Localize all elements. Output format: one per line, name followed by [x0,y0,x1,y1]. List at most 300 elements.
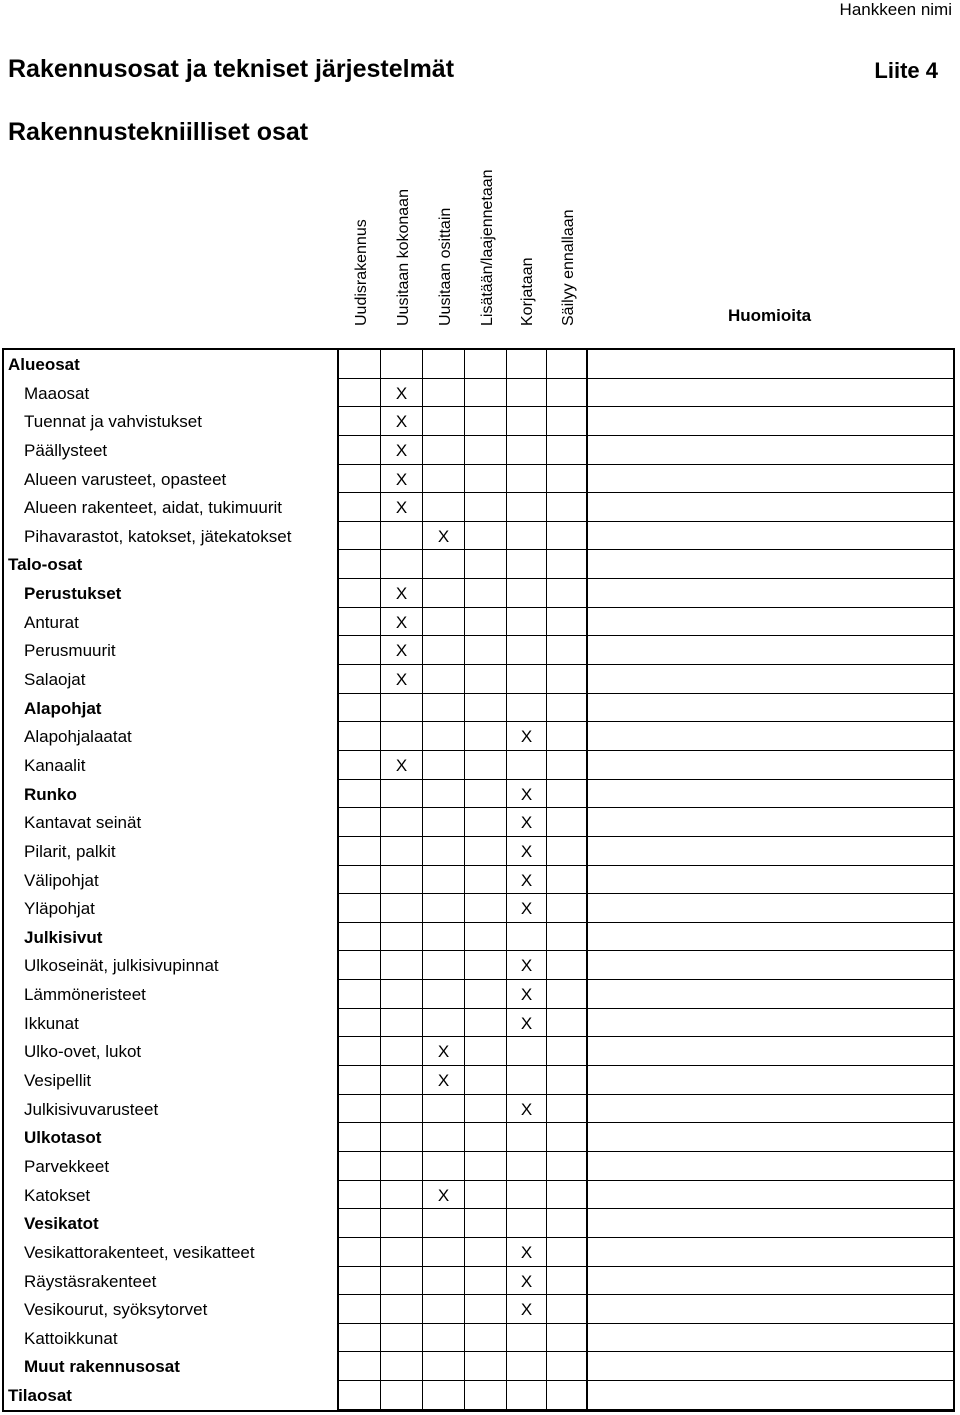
check-cell [339,1181,381,1210]
check-cell [381,951,423,980]
table-row [4,407,953,436]
table-row [4,923,953,952]
check-cell [547,1352,587,1381]
check-cell [423,866,465,895]
check-cell [423,923,465,952]
check-cell [381,1209,423,1238]
row-label: Alapohjat [4,694,339,723]
check-cell [507,436,547,465]
column-header-notes: Huomioita [728,306,812,325]
check-cell [547,1037,587,1066]
check-cell [381,1123,423,1152]
check-cell [381,350,423,379]
check-cell [339,1095,381,1124]
check-cell [465,837,507,866]
table-row [4,1152,953,1181]
check-cell [339,1009,381,1038]
table-row [4,808,953,837]
check-cell [339,1037,381,1066]
table-row [4,550,953,579]
check-cell [381,1295,423,1324]
notes-cell [587,1267,953,1296]
check-cell [547,894,587,923]
check-cell [465,1181,507,1210]
check-cell [339,1295,381,1324]
table-row [4,1381,953,1410]
check-cell [547,1095,587,1124]
check-cell [381,837,423,866]
check-cell: X [381,379,423,408]
check-cell [507,1152,547,1181]
row-label: Julkisivut [4,923,339,952]
check-cell [339,1381,381,1410]
check-cell [507,636,547,665]
check-cell [465,436,507,465]
check-cell [465,923,507,952]
row-label: Alueen rakenteet, aidat, tukimuurit [4,493,339,522]
check-cell [547,694,587,723]
check-cell [547,1295,587,1324]
notes-cell [587,894,953,923]
row-label: Vesikattorakenteet, vesikatteet [4,1238,339,1267]
check-cell [381,1095,423,1124]
check-cell [423,1123,465,1152]
table-row [4,1009,953,1038]
check-cell [339,894,381,923]
appendix-label: Liite 4 [874,58,938,83]
table-row [4,751,953,780]
check-cell [547,493,587,522]
check-cell [507,550,547,579]
project-name: Hankkeen nimi [839,0,952,19]
check-cell [339,608,381,637]
table-row [4,350,953,379]
check-cell [507,522,547,551]
check-cell [547,722,587,751]
check-cell [547,951,587,980]
row-label: Perusmuurit [4,636,339,665]
table-row [4,1066,953,1095]
check-cell [423,493,465,522]
notes-cell [587,493,953,522]
check-cell [423,379,465,408]
check-cell [339,1324,381,1353]
check-cell [547,923,587,952]
check-cell [381,1066,423,1095]
check-cell [507,350,547,379]
table-row [4,894,953,923]
notes-cell [587,550,953,579]
notes-cell [587,379,953,408]
row-label: Runko [4,780,339,809]
check-cell [465,636,507,665]
check-cell [423,1324,465,1353]
check-cell [465,751,507,780]
check-cell [465,808,507,837]
table-row [4,465,953,494]
check-cell [465,1209,507,1238]
check-cell [423,608,465,637]
table-row [4,1238,953,1267]
check-cell [381,1037,423,1066]
check-cell [381,808,423,837]
check-cell [339,1352,381,1381]
check-cell [339,1123,381,1152]
check-cell [423,407,465,436]
check-cell [507,1066,547,1095]
check-cell [381,522,423,551]
notes-cell [587,436,953,465]
check-cell [339,951,381,980]
notes-cell [587,1381,953,1410]
notes-cell [587,1123,953,1152]
table-row [4,980,953,1009]
check-cell: X [381,636,423,665]
row-label: Alueosat [4,350,339,379]
check-cell [465,550,507,579]
check-cell: X [381,608,423,637]
check-cell [423,1238,465,1267]
check-cell [465,1295,507,1324]
check-cell [507,751,547,780]
check-cell: X [381,493,423,522]
check-cell [339,350,381,379]
check-cell [547,465,587,494]
notes-cell [587,1152,953,1181]
check-cell [507,923,547,952]
check-cell [423,780,465,809]
row-label: Kanaalit [4,751,339,780]
table-row [4,694,953,723]
check-cell [339,808,381,837]
check-cell [547,1381,587,1410]
check-cell [507,608,547,637]
check-cell [547,407,587,436]
notes-cell [587,1209,953,1238]
table-row [4,1037,953,1066]
notes-cell [587,1295,953,1324]
notes-cell [587,923,953,952]
check-cell [465,493,507,522]
notes-cell [587,837,953,866]
check-cell [423,1009,465,1038]
row-label: Vesikourut, syöksytorvet [4,1295,339,1324]
check-cell [465,780,507,809]
check-cell [547,665,587,694]
row-label: Parvekkeet [4,1152,339,1181]
row-label: Lämmöneristeet [4,980,339,1009]
table-row [4,951,953,980]
check-cell [547,1209,587,1238]
check-cell [423,579,465,608]
check-cell [547,1324,587,1353]
check-cell: X [507,1238,547,1267]
table-row [4,522,953,551]
check-cell [465,1267,507,1296]
check-cell [339,980,381,1009]
check-cell [339,1238,381,1267]
column-header-renew-partially: Uusitaan osittain [437,207,454,326]
check-cell [423,1209,465,1238]
check-cell [547,1181,587,1210]
check-cell [339,1066,381,1095]
check-cell [465,579,507,608]
check-cell [339,1152,381,1181]
notes-cell [587,608,953,637]
check-cell [507,1037,547,1066]
check-cell [423,1152,465,1181]
check-cell [423,980,465,1009]
notes-cell [587,1009,953,1038]
check-cell [381,780,423,809]
table-row [4,780,953,809]
check-cell [465,722,507,751]
table-row [4,1295,953,1324]
column-header-repair: Korjataan [519,257,536,326]
check-cell: X [507,808,547,837]
check-cell [547,1267,587,1296]
check-cell [465,694,507,723]
check-cell [465,951,507,980]
notes-cell [587,1095,953,1124]
notes-cell [587,522,953,551]
check-cell [339,579,381,608]
row-label: Kattoikkunat [4,1324,339,1353]
row-label: Tilaosat [4,1381,339,1410]
notes-cell [587,350,953,379]
check-cell [339,550,381,579]
check-cell: X [507,1095,547,1124]
check-cell [423,1295,465,1324]
check-cell [339,1209,381,1238]
check-cell [507,1381,547,1410]
check-cell [381,1267,423,1296]
check-cell [465,1152,507,1181]
table-row [4,722,953,751]
row-label: Yläpohjat [4,894,339,923]
check-cell: X [381,436,423,465]
check-cell [547,1123,587,1152]
table-row [4,1123,953,1152]
check-cell [507,579,547,608]
check-cell [547,808,587,837]
check-cell [423,722,465,751]
check-cell [507,1324,547,1353]
row-label: Päällysteet [4,436,339,465]
column-header-add-extend: Lisätään/laajennetaan [479,169,496,326]
check-cell [465,1352,507,1381]
check-cell [423,465,465,494]
check-cell: X [507,1295,547,1324]
check-cell [465,407,507,436]
row-label: Pihavarastot, katokset, jätekatokset [4,522,339,551]
check-cell [381,1009,423,1038]
notes-cell [587,751,953,780]
check-cell [339,780,381,809]
check-cell [547,350,587,379]
check-cell [547,636,587,665]
notes-cell [587,665,953,694]
check-cell [507,465,547,494]
check-cell [381,980,423,1009]
check-cell [339,866,381,895]
check-cell [381,1324,423,1353]
check-cell: X [423,522,465,551]
check-cell [339,379,381,408]
check-cell [339,522,381,551]
check-cell [465,1066,507,1095]
check-cell [507,379,547,408]
table-row [4,1352,953,1381]
check-cell [423,636,465,665]
row-label: Julkisivuvarusteet [4,1095,339,1124]
check-cell: X [507,980,547,1009]
check-cell [465,522,507,551]
check-cell [465,980,507,1009]
check-cell [381,894,423,923]
check-cell [339,751,381,780]
check-cell [547,1152,587,1181]
check-cell [339,436,381,465]
row-label: Alueen varusteet, opasteet [4,465,339,494]
check-cell: X [423,1066,465,1095]
check-cell [547,837,587,866]
check-cell [465,665,507,694]
check-cell [547,379,587,408]
row-label: Anturat [4,608,339,637]
check-cell [381,1238,423,1267]
check-cell [423,436,465,465]
check-cell: X [423,1037,465,1066]
check-cell [423,1267,465,1296]
check-cell: X [507,894,547,923]
check-cell [465,379,507,408]
check-cell [507,1181,547,1210]
check-cell [465,465,507,494]
row-label: Perustukset [4,579,339,608]
check-cell [507,665,547,694]
notes-cell [587,407,953,436]
check-cell [423,1352,465,1381]
row-label: Välipohjat [4,866,339,895]
page-title: Rakennusosat ja tekniset järjestelmät [8,55,455,83]
check-cell [507,694,547,723]
row-label: Kantavat seinät [4,808,339,837]
notes-cell [587,980,953,1009]
check-cell: X [507,1009,547,1038]
check-cell [507,493,547,522]
check-cell [381,1352,423,1381]
row-label: Ulko-ovet, lukot [4,1037,339,1066]
check-cell [547,866,587,895]
check-cell: X [507,722,547,751]
check-cell [339,665,381,694]
check-cell [339,837,381,866]
check-cell [339,923,381,952]
check-cell [507,1209,547,1238]
row-label: Alapohjalaatat [4,722,339,751]
check-cell [339,694,381,723]
check-cell: X [507,780,547,809]
check-cell [339,493,381,522]
row-label: Salaojat [4,665,339,694]
check-cell [381,923,423,952]
check-cell [423,751,465,780]
row-label: Ulkotasot [4,1123,339,1152]
check-cell: X [423,1181,465,1210]
row-label: Räystäsrakenteet [4,1267,339,1296]
check-cell [465,1037,507,1066]
check-cell [465,608,507,637]
notes-cell [587,866,953,895]
notes-cell [587,951,953,980]
table-row [4,1267,953,1296]
check-cell [465,350,507,379]
check-cell [339,465,381,494]
check-cell [423,665,465,694]
check-cell [381,722,423,751]
check-cell [547,1009,587,1038]
row-label: Maaosat [4,379,339,408]
check-cell [547,436,587,465]
check-cell [465,1095,507,1124]
table-row [4,579,953,608]
row-label: Ikkunat [4,1009,339,1038]
check-cell [423,808,465,837]
check-cell [507,407,547,436]
check-cell [465,866,507,895]
table-row [4,493,953,522]
check-cell: X [381,665,423,694]
table-row [4,1324,953,1353]
check-cell [423,694,465,723]
check-cell [339,1267,381,1296]
check-cell: X [507,837,547,866]
check-cell [547,579,587,608]
check-cell: X [381,579,423,608]
table-row [4,636,953,665]
row-label: Pilarit, palkit [4,837,339,866]
check-cell: X [507,866,547,895]
check-cell [507,1352,547,1381]
table-row [4,1209,953,1238]
notes-cell [587,1324,953,1353]
check-cell [465,1381,507,1410]
check-cell [423,951,465,980]
row-label: Talo-osat [4,550,339,579]
check-cell [339,722,381,751]
check-cell [465,1123,507,1152]
notes-cell [587,722,953,751]
table-row [4,379,953,408]
column-header-unchanged: Säilyy ennallaan [560,209,577,326]
notes-cell [587,694,953,723]
section-title: Rakennustekniilliset osat [8,118,309,146]
check-cell [423,1381,465,1410]
notes-cell [587,780,953,809]
check-cell [547,1066,587,1095]
check-cell [381,1152,423,1181]
check-cell [423,837,465,866]
check-cell [465,1238,507,1267]
check-cell [547,550,587,579]
building-parts-table [2,348,955,1412]
check-cell [423,350,465,379]
check-cell [381,1181,423,1210]
check-cell: X [381,465,423,494]
column-header-new-construction: Uudisrakennus [353,219,370,326]
notes-cell [587,1352,953,1381]
